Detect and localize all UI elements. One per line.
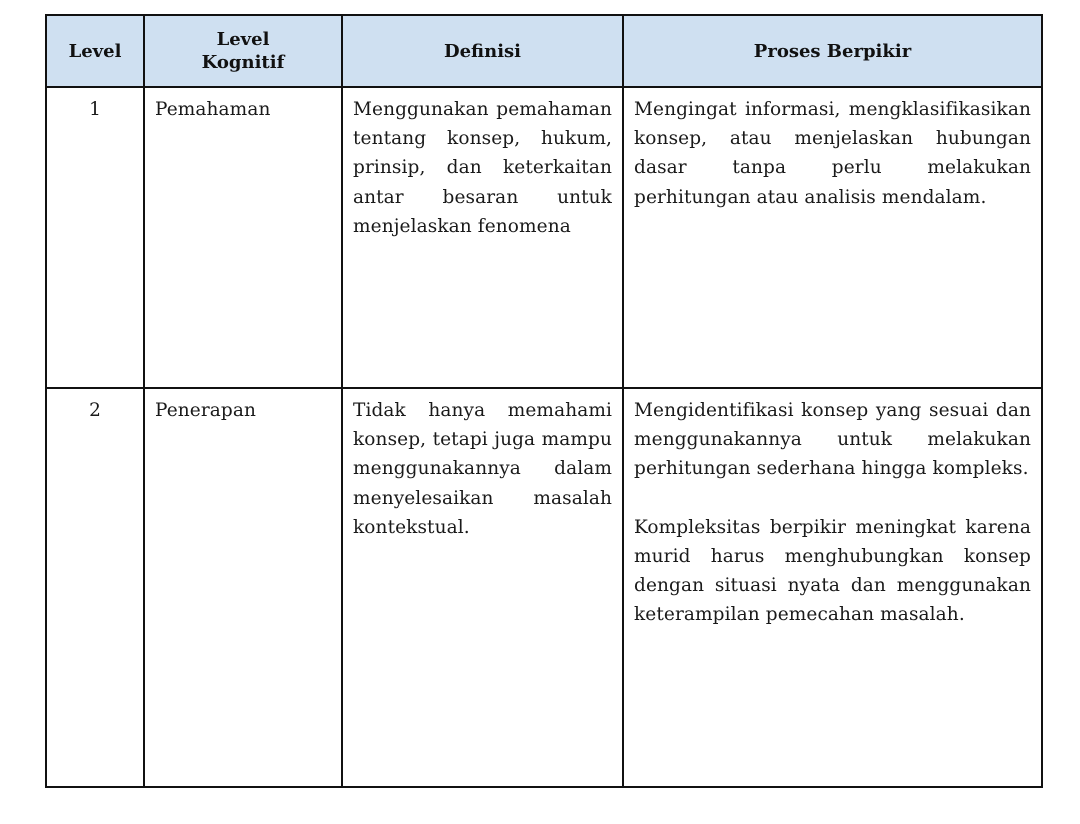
proses-paragraph: Mengidentifikasi konsep yang sesuai dan menggunakannya untuk melakukan perhitungan sederhana hingga kompleks. — [634, 400, 1031, 480]
cell-proses-berpikir — [623, 87, 1042, 388]
header-proses-label: Proses Berpikir — [753, 40, 912, 62]
table-header-row — [46, 15, 1042, 87]
cell-level: 2 — [46, 388, 144, 787]
proses-paragraph: Mengingat informasi, mengklasifikasikan konsep, atau menjelaskan hubungan dasar tanpa perlu melakukan perhitungan atau analisis mendalam. — [634, 99, 1031, 208]
header-kognitif-line1: Level — [216, 29, 270, 50]
cell-proses-berpikir — [623, 388, 1042, 787]
cell-definisi: Menggunakan pemahaman tentang konsep, hukum, prinsip, dan keterkaitan antar besaran untuk menjelaskan fenomena — [342, 87, 623, 388]
header-kognitif-line2: Kognitif — [201, 52, 285, 73]
header-definisi — [342, 15, 623, 87]
cell-level-kognitif: Penerapan — [144, 388, 342, 787]
cell-level-kognitif: Pemahaman — [144, 87, 342, 388]
proses-paragraph: Kompleksitas berpikir meningkat karena murid harus menghubungkan konsep dengan situasi nyata dan menggunakan keterampilan pemecahan masalah. — [634, 516, 1031, 626]
table-row — [46, 87, 1042, 388]
header-proses-berpikir — [623, 15, 1042, 87]
table-row — [46, 388, 1042, 787]
header-level-kognitif — [144, 15, 342, 87]
header-definisi-label: Definisi — [443, 40, 522, 62]
cell-definisi: Tidak hanya memahami konsep, tetapi juga mampu menggunakannya dalam menyelesaikan masalah kontekstual. — [342, 388, 623, 787]
cell-level: 1 — [46, 87, 144, 388]
cognitive-level-table — [45, 14, 1043, 788]
header-level — [46, 15, 144, 87]
header-level-label: Level — [68, 40, 122, 62]
